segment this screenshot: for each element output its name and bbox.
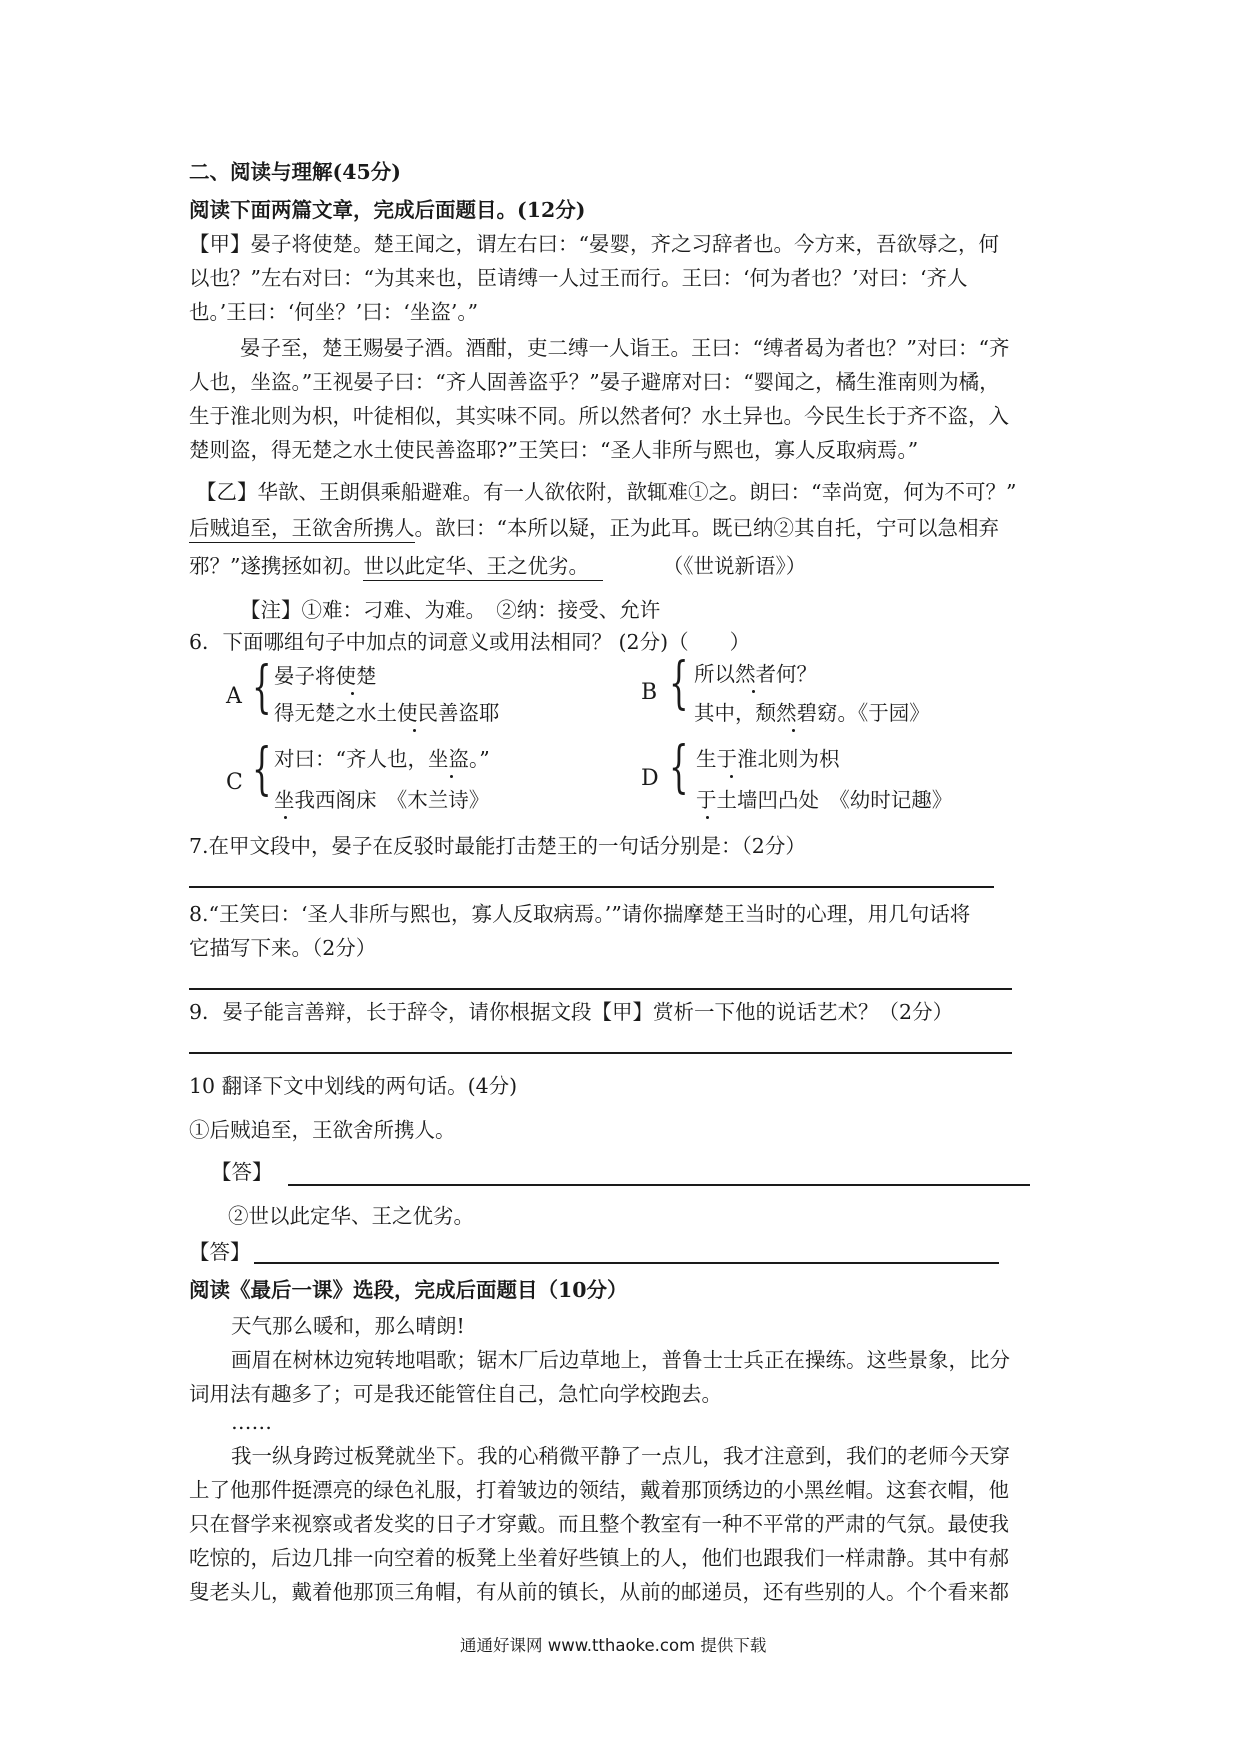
option-a-letter: A — [226, 684, 242, 709]
emphasis-dot-icon — [351, 692, 354, 695]
yi-line-2 — [189, 518, 999, 539]
option-a-brace-icon: { — [252, 655, 272, 720]
emphasis-dot-icon — [413, 729, 416, 732]
question-8-line: 8.“王笑曰：‘圣人非所与熙也，寡人反取病焉。’”请你揣摩楚王当时的心理，用几句话将 — [189, 902, 971, 926]
option-d-brace-icon: { — [669, 735, 689, 800]
question-10-item-2: ②世以此定华、王之优劣。 — [228, 1204, 474, 1228]
reading-2-line: 词用法有趣多了；可是我还能管住自己，急忙向学校跑去。 — [189, 1382, 722, 1406]
jia-line: 楚则盗，得无楚之水土使民善盗耶?”王笑曰：“圣人非所与熙也，寡人反取病焉。” — [189, 438, 919, 462]
reading-2-line: 天气那么暖和，那么晴朗! — [231, 1314, 465, 1338]
emphasis-dot-icon — [284, 816, 287, 819]
question-8-line: 它描写下来。（2分） — [189, 936, 377, 960]
answer-label: 【答】 — [189, 1240, 251, 1264]
question-7-stem: 7.在甲文段中，晏子在反驳时最能打击楚王的一句话分别是：（2分） — [189, 834, 806, 858]
yi-line-2-rest: 。歆曰：“本所以疑，正为此耳。既已纳②其自托，宁可以急相弃 — [414, 516, 999, 540]
reading-2-heading: 阅读《最后一课》选段，完成后面题目（10分） — [189, 1278, 628, 1302]
reading-2-line: 只在督学来视察或者发奖的日子才穿戴。而且整个教室有一种不平常的严肃的气氛。最使我 — [189, 1512, 1009, 1536]
option-c-sentence-1: 对曰：“齐人也，坐盗。” — [274, 747, 490, 771]
reading-2-line: 画眉在树林边宛转地唱歌；锯木厂后边草地上，普鲁士士兵正在操练。这些景象，比分 — [231, 1348, 1010, 1372]
reading-2-line: 上了他那件挺漂亮的绿色礼服，打着皱边的领结，戴着那顶绣边的小黑丝帽。这套衣帽，他 — [189, 1478, 1009, 1502]
section-heading: 二、阅读与理解(45分) — [189, 160, 401, 184]
jia-line: 人也，坐盗。”王视晏子曰：“齐人固善盗乎？”晏子避席对曰：“婴闻之，橘生淮南则为橘， — [189, 370, 1000, 394]
question-7-answer-line[interactable] — [189, 886, 994, 888]
yi-line-3-start: 邪？”遂携拯如初。 — [189, 554, 364, 578]
option-c-sentence-2: 坐我西阁床 《木兰诗》 — [274, 788, 490, 812]
option-c-brace-icon: { — [252, 737, 272, 802]
question-10-answer-line-1[interactable] — [288, 1184, 1030, 1186]
page-footer: 通通好课网 www.tthaoke.com 提供下载 — [460, 1636, 767, 1655]
emphasis-dot-icon — [792, 729, 795, 732]
reading-2-line: 叟老头儿，戴着他那顶三角帽，有从前的镇长，从前的邮递员，还有些别的人。个个看来都 — [189, 1580, 1009, 1604]
jia-line: 也。’王曰：‘何坐？’曰：‘坐盗’。” — [189, 300, 479, 324]
yi-line-1: 【乙】华歆、王朗俱乘船避难。有一人欲依附，歆辄难①之。朗曰：“幸尚宽，何为不可？” — [196, 480, 1017, 504]
option-c-letter: C — [226, 770, 243, 795]
option-a-sentence-1: 晏子将使楚 — [274, 664, 377, 688]
reading-2-line: 我一纵身跨过板凳就坐下。我的心稍微平静了一点儿，我才注意到，我们的老师今天穿 — [231, 1444, 1010, 1468]
question-10-answer-line-2[interactable] — [254, 1262, 999, 1264]
option-a-sentence-2: 得无楚之水土使民善盗耶 — [274, 701, 500, 725]
question-10-stem: 10 翻译下文中划线的两句话。(4分) — [189, 1074, 518, 1098]
reading-2-line: 吃惊的，后边几排一向空着的板凳上坐着好些镇上的人，他们也跟我们一样肃静。其中有郝 — [189, 1546, 1009, 1570]
question-10-item-1: ①后贼追至，王欲舍所携人。 — [189, 1118, 456, 1142]
annotation-note: 【注】①难：刁难、为难。 ②纳：接受、允许 — [240, 598, 661, 622]
jia-line: 生于淮北则为枳，叶徒相似，其实味不同。所以然者何？水土异也。今民生长于齐不盗，入 — [189, 404, 1009, 428]
jia-line: 晏子至，楚王赐晏子酒。酒酣，吏二缚一人诣王。王曰：“缚者曷为者也？”对曰：“齐 — [240, 336, 1010, 360]
question-9-stem: 9．晏子能言善辩，长于辞令，请你根据文段【甲】赏析一下他的说话艺术？（2分） — [189, 1000, 954, 1024]
yi-line-3 — [189, 556, 806, 577]
jia-line: 【甲】晏子将使楚。楚王闻之，谓左右曰：“晏婴，齐之习辞者也。今方来，吾欲辱之，何 — [189, 232, 999, 256]
section-subheading: 阅读下面两篇文章，完成后面题目。(12分) — [189, 198, 586, 222]
reading-2-ellipsis: …… — [231, 1410, 272, 1434]
emphasis-dot-icon — [730, 775, 733, 778]
option-d-letter: D — [641, 766, 659, 791]
option-b-brace-icon: { — [669, 651, 689, 716]
option-b-sentence-1: 所以然者何？ — [694, 662, 817, 686]
option-d-sentence-2: 于土墙凹凸处 《幼时记趣》 — [696, 788, 953, 812]
emphasis-dot-icon — [450, 775, 453, 778]
question-9-answer-line[interactable] — [189, 1052, 1012, 1054]
option-b-letter: B — [641, 680, 658, 705]
yi-underlined-sentence-2: 世以此定华、王之优劣。 — [363, 554, 603, 581]
yi-underlined-sentence-1: 后贼追至，王欲舍所携人 — [189, 516, 415, 543]
answer-label: 【答】 — [211, 1160, 273, 1184]
emphasis-dot-icon — [752, 690, 755, 693]
source-citation: （《世说新语》） — [672, 554, 807, 578]
emphasis-dot-icon — [706, 816, 709, 819]
jia-line: 以也？”左右对曰：“为其来也，臣请缚一人过王而行。王曰：‘何为者也？’对曰：‘齐人 — [189, 266, 968, 290]
option-b-sentence-2: 其中，颓然碧窈。《于园》 — [694, 701, 930, 725]
question-8-answer-line[interactable] — [189, 988, 1012, 990]
option-d-sentence-1: 生于淮北则为枳 — [696, 747, 840, 771]
question-6-stem: 6．下面哪组句子中加点的词意义或用法相同？ (2分)（ ） — [189, 630, 751, 654]
